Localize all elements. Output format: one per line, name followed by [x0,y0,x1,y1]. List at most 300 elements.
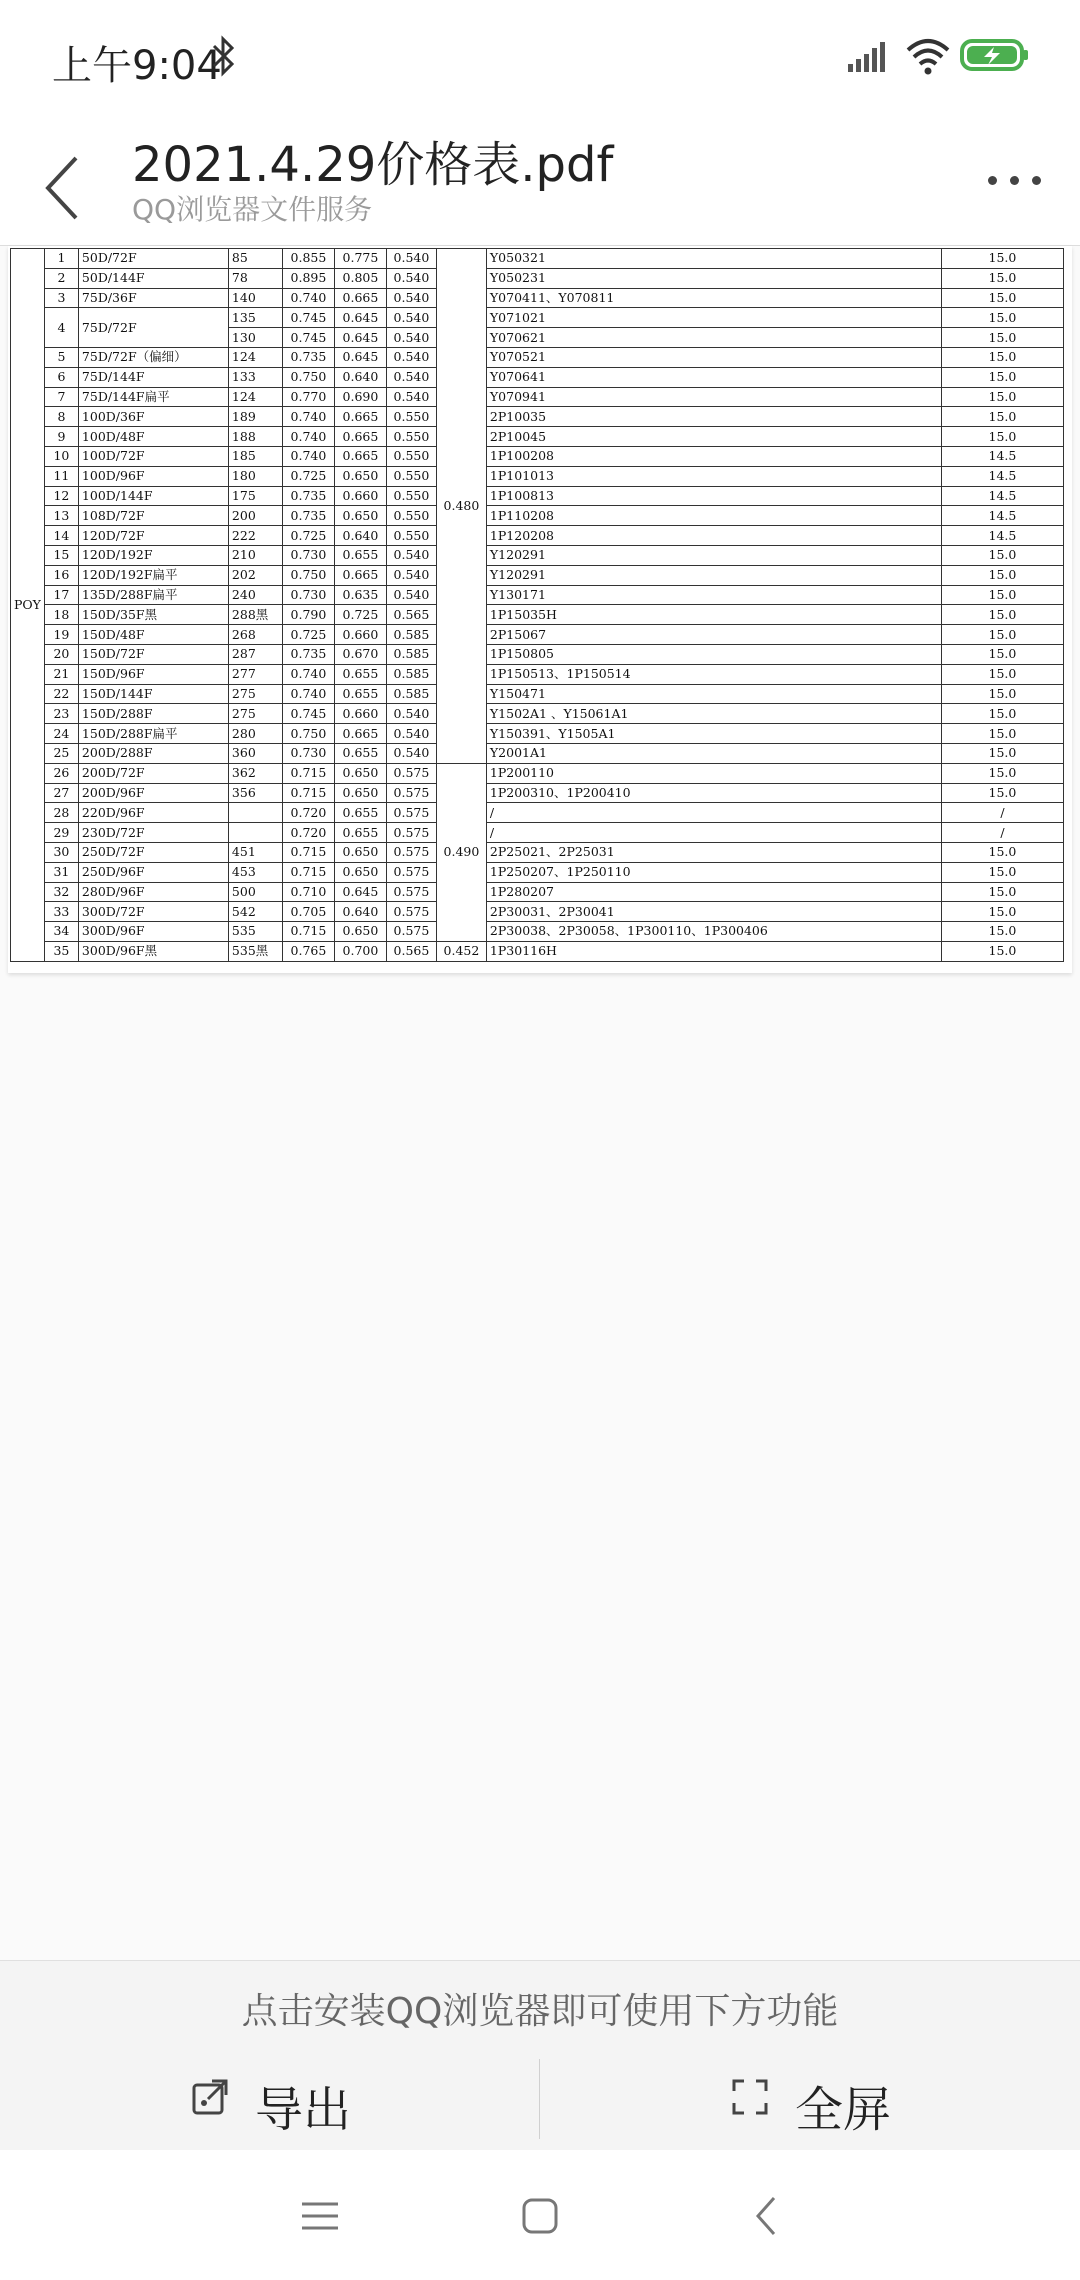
batch-cell: 2P10035 [486,407,941,427]
spec-cell: 200D/288F [78,743,228,763]
row-number-cell: 9 [44,427,78,447]
code-cell: 180 [228,466,282,486]
table-row [11,922,1064,942]
spec-cell: 150D/288F扁平 [78,724,228,744]
table-row [11,704,1064,724]
install-prompt-text[interactable]: 点击安装QQ浏览器即可使用下方功能 [241,1991,839,2032]
row-number-cell: 34 [44,922,78,942]
table-row [11,941,1064,961]
row-number-cell: 22 [44,684,78,704]
spec-cell: 200D/72F [78,763,228,783]
price-cell: 0.650 [334,922,386,942]
spec-cell: 220D/96F [78,803,228,823]
price-cell: 0.740 [282,664,334,684]
price-cell: 0.565 [386,941,436,961]
code-cell: 451 [228,842,282,862]
value-cell: 15.0 [941,328,1063,348]
price-cell: 0.730 [282,545,334,565]
value-cell: 15.0 [941,842,1063,862]
batch-cell: 2P10045 [486,427,941,447]
table-row [11,724,1064,744]
row-number-cell: 5 [44,347,78,367]
table-row [11,526,1064,546]
row-number-cell: 19 [44,625,78,645]
spec-cell: 250D/72F [78,842,228,862]
price-cell: 0.650 [334,763,386,783]
code-cell: 535黑 [228,941,282,961]
code-cell: 175 [228,486,282,506]
code-cell: 453 [228,862,282,882]
code-cell: 124 [228,387,282,407]
batch-cell: 1P150805 [486,644,941,664]
code-cell: 188 [228,427,282,447]
price-cell: 0.575 [386,763,436,783]
app-header [0,110,1080,240]
price-cell: 0.540 [386,387,436,407]
batch-cell: Y071021 [486,308,941,328]
price-cell: 0.575 [386,823,436,843]
price-cell: 0.750 [282,724,334,744]
price-cell: 0.740 [282,446,334,466]
batch-cell: 1P110208 [486,506,941,526]
spec-cell: 75D/72F（偏细） [78,347,228,367]
price-cell: 0.540 [386,347,436,367]
code-cell: 140 [228,288,282,308]
row-number-cell: 33 [44,902,78,922]
group-price-cell: 0.480 [436,249,486,764]
code-cell: 135 [228,308,282,328]
price-cell: 0.725 [334,605,386,625]
value-cell: / [941,823,1063,843]
price-cell: 0.740 [282,684,334,704]
row-number-cell: 12 [44,486,78,506]
batch-cell: 1P280207 [486,882,941,902]
price-cell: 0.735 [282,486,334,506]
price-cell: 0.740 [282,288,334,308]
batch-cell: / [486,803,941,823]
batch-cell: / [486,823,941,843]
price-cell: 0.540 [386,288,436,308]
code-cell: 202 [228,565,282,585]
row-number-cell: 31 [44,862,78,882]
value-cell: 15.0 [941,268,1063,288]
price-cell: 0.650 [334,842,386,862]
row-number-cell: 13 [44,506,78,526]
row-number-cell: 23 [44,704,78,724]
group-price-cell: 0.452 [436,941,486,961]
price-cell: 0.650 [334,466,386,486]
price-cell: 0.855 [282,249,334,269]
price-cell: 0.575 [386,803,436,823]
price-table [10,248,1064,962]
spec-cell: 100D/144F [78,486,228,506]
price-cell: 0.540 [386,249,436,269]
price-cell: 0.540 [386,585,436,605]
value-cell: / [941,803,1063,823]
export-icon [190,2077,230,2117]
spec-cell: 150D/144F [78,684,228,704]
price-cell: 0.665 [334,427,386,447]
code-cell: 542 [228,902,282,922]
price-cell: 0.585 [386,644,436,664]
table-row [11,486,1064,506]
code-cell: 85 [228,249,282,269]
code-cell: 500 [228,882,282,902]
menu-nav-button[interactable] [290,2188,350,2244]
row-number-cell: 21 [44,664,78,684]
code-cell: 287 [228,644,282,664]
price-cell: 0.645 [334,347,386,367]
code-cell: 222 [228,526,282,546]
bluetooth-icon [210,34,238,78]
status-bar [0,0,1080,110]
price-cell: 0.575 [386,902,436,922]
batch-cell: Y070621 [486,328,941,348]
row-number-cell: 18 [44,605,78,625]
spec-cell: 300D/72F [78,902,228,922]
price-cell: 0.550 [386,526,436,546]
price-cell: 0.650 [334,783,386,803]
price-cell: 0.725 [282,625,334,645]
table-row [11,506,1064,526]
batch-cell: 1P250207、1P250110 [486,862,941,882]
code-cell [228,823,282,843]
spec-cell: 250D/96F [78,862,228,882]
price-cell: 0.575 [386,783,436,803]
more-dot-icon [1010,176,1019,185]
fullscreen-button[interactable] [540,2049,1080,2149]
price-cell: 0.665 [334,565,386,585]
table-row [11,545,1064,565]
table-row [11,902,1064,922]
category-cell: POY [11,249,45,962]
spec-cell: 150D/96F [78,664,228,684]
row-number-cell: 1 [44,249,78,269]
pdf-viewer[interactable] [0,245,1080,1961]
row-number-cell: 10 [44,446,78,466]
value-cell: 15.0 [941,249,1063,269]
batch-cell: Y150471 [486,684,941,704]
table-row [11,249,1064,269]
value-cell: 15.0 [941,288,1063,308]
spec-cell: 75D/144F扁平 [78,387,228,407]
code-cell: 277 [228,664,282,684]
batch-cell: 1P200310、1P200410 [486,783,941,803]
spec-cell: 75D/72F [78,308,228,348]
price-cell: 0.645 [334,328,386,348]
install-prompt-bar [0,1960,1080,2151]
value-cell: 15.0 [941,882,1063,902]
table-row [11,644,1064,664]
row-number-cell: 27 [44,783,78,803]
table-row [11,625,1064,645]
price-cell: 0.640 [334,902,386,922]
row-number-cell: 28 [44,803,78,823]
row-number-cell: 2 [44,268,78,288]
table-row [11,763,1064,783]
price-cell: 0.670 [334,644,386,664]
spec-cell: 50D/144F [78,268,228,288]
table-row [11,446,1064,466]
price-cell: 0.540 [386,367,436,387]
price-cell: 0.645 [334,882,386,902]
price-cell: 0.735 [282,347,334,367]
price-cell: 0.640 [334,526,386,546]
price-cell: 0.575 [386,882,436,902]
price-cell: 0.805 [334,268,386,288]
price-cell: 0.540 [386,704,436,724]
price-cell: 0.650 [334,506,386,526]
spec-cell: 300D/96F [78,922,228,942]
row-number-cell: 11 [44,466,78,486]
value-cell: 15.0 [941,565,1063,585]
price-cell: 0.735 [282,506,334,526]
table-row [11,427,1064,447]
row-number-cell: 4 [44,308,78,348]
price-cell: 0.540 [386,268,436,288]
value-cell: 15.0 [941,407,1063,427]
price-cell: 0.645 [334,308,386,328]
export-button[interactable] [0,2049,540,2149]
price-cell: 0.745 [282,328,334,348]
more-dot-icon [988,176,997,185]
code-cell: 275 [228,704,282,724]
value-cell: 15.0 [941,545,1063,565]
price-cell: 0.665 [334,724,386,744]
batch-cell: 1P100813 [486,486,941,506]
price-cell: 0.640 [334,367,386,387]
price-cell: 0.575 [386,842,436,862]
price-cell: 0.895 [282,268,334,288]
price-cell: 0.710 [282,882,334,902]
row-number-cell: 6 [44,367,78,387]
table-row [11,684,1064,704]
price-cell: 0.655 [334,545,386,565]
action-row [0,2049,1080,2149]
table-row [11,842,1064,862]
table-row [11,565,1064,585]
value-cell: 14.5 [941,486,1063,506]
table-row [11,743,1064,763]
batch-cell: 1P101013 [486,466,941,486]
price-cell: 0.740 [282,407,334,427]
price-cell: 0.660 [334,704,386,724]
code-cell: 275 [228,684,282,704]
table-row [11,288,1064,308]
signal-icon [848,40,890,72]
batch-cell: Y050321 [486,249,941,269]
row-number-cell: 17 [44,585,78,605]
price-cell: 0.665 [334,446,386,466]
spec-cell: 120D/192F [78,545,228,565]
value-cell: 14.5 [941,446,1063,466]
price-cell: 0.655 [334,664,386,684]
price-cell: 0.750 [282,367,334,387]
battery-charging-icon [960,38,1030,72]
row-number-cell: 24 [44,724,78,744]
price-cell: 0.575 [386,862,436,882]
price-cell: 0.715 [282,862,334,882]
value-cell: 15.0 [941,941,1063,961]
table-row [11,585,1064,605]
batch-cell: Y150391、Y1505A1 [486,724,941,744]
batch-cell: Y1502A1 、Y15061A1 [486,704,941,724]
price-cell: 0.750 [282,565,334,585]
price-cell: 0.790 [282,605,334,625]
batch-cell: Y070521 [486,347,941,367]
batch-cell: Y050231 [486,268,941,288]
value-cell: 15.0 [941,644,1063,664]
price-cell: 0.765 [282,941,334,961]
spec-cell: 100D/48F [78,427,228,447]
value-cell: 15.0 [941,585,1063,605]
price-cell: 0.540 [386,545,436,565]
spec-cell: 100D/96F [78,466,228,486]
price-cell: 0.715 [282,763,334,783]
price-cell: 0.735 [282,644,334,664]
spec-cell: 120D/192F扁平 [78,565,228,585]
code-cell: 280 [228,724,282,744]
spec-cell: 75D/36F [78,288,228,308]
home-nav-button[interactable] [510,2188,570,2244]
price-cell: 0.745 [282,308,334,328]
price-cell: 0.730 [282,743,334,763]
value-cell: 15.0 [941,743,1063,763]
price-cell: 0.770 [282,387,334,407]
batch-cell: 1P30116H [486,941,941,961]
row-number-cell: 16 [44,565,78,585]
price-cell: 0.705 [282,902,334,922]
price-cell: 0.575 [386,922,436,942]
batch-cell: 2P15067 [486,625,941,645]
table-row [11,882,1064,902]
more-options-button[interactable] [980,160,1050,200]
row-number-cell: 32 [44,882,78,902]
batch-cell: 1P100208 [486,446,941,466]
table-row [11,347,1064,367]
code-cell: 78 [228,268,282,288]
price-cell: 0.745 [282,704,334,724]
table-row [11,823,1064,843]
batch-cell: Y120291 [486,565,941,585]
price-cell: 0.540 [386,743,436,763]
code-cell: 185 [228,446,282,466]
code-cell: 200 [228,506,282,526]
value-cell: 15.0 [941,922,1063,942]
spec-cell: 75D/144F [78,367,228,387]
price-cell: 0.655 [334,823,386,843]
spec-cell: 280D/96F [78,882,228,902]
spec-cell: 120D/72F [78,526,228,546]
value-cell: 15.0 [941,704,1063,724]
status-time: 上午9:04 [52,43,222,89]
price-cell: 0.725 [282,526,334,546]
price-cell: 0.540 [386,308,436,328]
code-cell: 535 [228,922,282,942]
value-cell: 15.0 [941,605,1063,625]
spec-cell: 108D/72F [78,506,228,526]
row-number-cell: 30 [44,842,78,862]
spec-cell: 150D/48F [78,625,228,645]
table-row [11,466,1064,486]
price-cell: 0.540 [386,724,436,744]
price-cell: 0.655 [334,803,386,823]
price-cell: 0.740 [282,427,334,447]
table-row [11,268,1064,288]
price-cell: 0.665 [334,407,386,427]
code-cell [228,803,282,823]
price-cell: 0.585 [386,625,436,645]
row-number-cell: 29 [44,823,78,843]
table-row [11,605,1064,625]
document-title: 2021.4.29价格表.pdf [132,137,614,193]
price-cell: 0.775 [334,249,386,269]
price-cell: 0.725 [282,466,334,486]
price-cell: 0.550 [386,486,436,506]
spec-cell: 150D/288F [78,704,228,724]
price-cell: 0.550 [386,466,436,486]
batch-cell: Y070641 [486,367,941,387]
code-cell: 124 [228,347,282,367]
pdf-page [8,246,1072,973]
price-cell: 0.540 [386,328,436,348]
price-cell: 0.660 [334,625,386,645]
spec-cell: 50D/72F [78,249,228,269]
code-cell: 268 [228,625,282,645]
value-cell: 15.0 [941,367,1063,387]
row-number-cell: 8 [44,407,78,427]
value-cell: 15.0 [941,783,1063,803]
value-cell: 15.0 [941,724,1063,744]
price-cell: 0.720 [282,803,334,823]
spec-cell: 100D/72F [78,446,228,466]
value-cell: 15.0 [941,763,1063,783]
table-row [11,862,1064,882]
code-cell: 133 [228,367,282,387]
row-number-cell: 3 [44,288,78,308]
value-cell: 15.0 [941,862,1063,882]
table-row [11,803,1064,823]
batch-cell: Y120291 [486,545,941,565]
value-cell: 15.0 [941,684,1063,704]
price-cell: 0.715 [282,842,334,862]
price-cell: 0.720 [282,823,334,843]
code-cell: 130 [228,328,282,348]
batch-cell: 2P30031、2P30041 [486,902,941,922]
batch-cell: 2P30038、2P30058、1P300110、1P300406 [486,922,941,942]
table-row [11,407,1064,427]
batch-cell: Y130171 [486,585,941,605]
export-label: 导出 [255,2082,352,2138]
back-button[interactable] [36,148,96,228]
batch-cell: 1P200110 [486,763,941,783]
price-cell: 0.660 [334,486,386,506]
value-cell: 15.0 [941,347,1063,367]
price-cell: 0.550 [386,407,436,427]
back-nav-button[interactable] [738,2188,798,2244]
price-cell: 0.665 [334,288,386,308]
wifi-icon [904,36,952,76]
fullscreen-label: 全屏 [795,2082,892,2138]
system-nav-bar [0,2150,1080,2280]
price-cell: 0.715 [282,922,334,942]
price-cell: 0.540 [386,565,436,585]
batch-cell: 2P25021、2P25031 [486,842,941,862]
spec-cell: 135D/288F扁平 [78,585,228,605]
batch-cell: Y070941 [486,387,941,407]
spec-cell: 230D/72F [78,823,228,843]
code-cell: 362 [228,763,282,783]
